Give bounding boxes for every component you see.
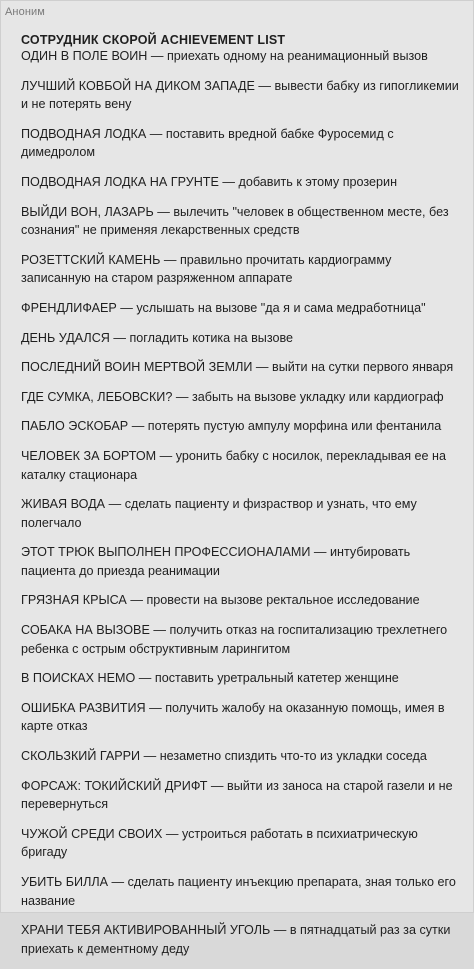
achievement-item: РОЗЕТТСКИЙ КАМЕНЬ — правильно прочитать кардиограмму записанную на старом разряженном аппарате xyxy=(21,252,392,286)
post-author: Аноним xyxy=(5,6,45,18)
achievement-item: ВЫЙДИ ВОН, ЛАЗАРЬ — вылечить "человек в общественном месте, без сознания" не применяя лекарственных средств xyxy=(21,204,449,238)
achievement-description: поставить уретральный катетер женщине xyxy=(154,671,399,686)
achievement-name: ФОРСАЖ: ТОКИЙСКИЙ ДРИФТ xyxy=(21,778,208,793)
achievement-name: СОБАКА НА ВЫЗОВЕ xyxy=(21,623,150,638)
achievement-name: ГДЕ СУМКА, ЛЕБОВСКИ? xyxy=(21,389,173,404)
achievement-description: получить жалобу на оказанную помощь, имея в карте отказ xyxy=(21,700,445,734)
achievement-description: провести на вызове ректальное исследование xyxy=(146,593,420,608)
achievement-description: приехать одному на реанимационный вызов xyxy=(166,49,428,63)
achievement-description: потерять пустую ампулу морфина или фентанила xyxy=(147,419,442,434)
achievement-description: поставить вредной бабке Фуросемид с димедролом xyxy=(21,126,394,160)
achievement-item: ПОДВОДНАЯ ЛОДКА НА ГРУНТЕ — добавить к этому прозерин xyxy=(21,174,398,189)
achievement-list xyxy=(21,47,461,958)
achievement-name: СКОЛЬЗКИЙ ГАРРИ xyxy=(21,749,141,764)
achievement-item: ПОСЛЕДНИЙ ВОИН МЕРТВОЙ ЗЕМЛИ — выйти на сутки первого января xyxy=(21,360,454,375)
achievement-item: УБИТЬ БИЛЛА — сделать пациенту инъекцию препарата, зная только его название xyxy=(21,875,456,908)
achievement-item: ЧУЖОЙ СРЕДИ СВОИХ — устроиться работать в психиатрическую бригаду xyxy=(21,826,418,860)
achievement-name: ОШИБКА РАЗВИТИЯ xyxy=(21,700,146,715)
achievement-name: ЧУЖОЙ СРЕДИ СВОИХ xyxy=(21,826,163,841)
achievement-item: ЖИВАЯ ВОДА — сделать пациенту и физраствор и узнать, что ему полегчало xyxy=(21,497,417,530)
achievement-description: уронить бабку с носилок, перекладывая ее на каталку стационара xyxy=(21,448,446,482)
achievement-description: устроиться работать в психиатрическую бригаду xyxy=(21,826,418,860)
achievement-item: ПОДВОДНАЯ ЛОДКА — поставить вредной бабке Фуросемид с димедролом xyxy=(21,126,394,160)
achievement-item: ХРАНИ ТЕБЯ АКТИВИРОВАННЫЙ УГОЛЬ — в пятнадцатый раз за сутки приехать к дементному деду xyxy=(21,923,451,956)
achievement-name: РОЗЕТТСКИЙ КАМЕНЬ xyxy=(21,252,161,267)
achievement-item: СОБАКА НА ВЫЗОВЕ — получить отказ на госпитализацию трехлетнего ребенка с острым обструктивным ларингитом xyxy=(21,623,448,656)
achievement-name: В ПОИСКАХ НЕМО xyxy=(21,671,136,686)
achievement-name: ДЕНЬ УДАЛСЯ xyxy=(21,330,110,345)
achievement-item: ДЕНЬ УДАЛСЯ — погладить котика на вызове xyxy=(21,330,294,345)
achievement-name: ВЫЙДИ ВОН, ЛАЗАРЬ xyxy=(21,204,154,219)
achievement-name: ПОСЛЕДНИЙ ВОИН МЕРТВОЙ ЗЕМЛИ xyxy=(21,360,253,375)
achievement-item: ПАБЛО ЭСКОБАР — потерять пустую ампулу морфина или фентанила xyxy=(21,419,442,434)
achievement-description: добавить к этому прозерин xyxy=(238,174,398,189)
achievement-description: выйти на сутки первого января xyxy=(272,360,454,375)
achievement-description: сделать пациенту и физраствор и узнать, что ему полегчало xyxy=(21,497,417,530)
achievement-item: В ПОИСКАХ НЕМО — поставить уретральный катетер женщине xyxy=(21,671,399,686)
achievement-name: ФРЕНДЛИФАЕР xyxy=(21,300,117,315)
achievement-item: ФРЕНДЛИФАЕР — услышать на вызове "да я и сама медработница" xyxy=(21,300,426,315)
achievement-name: ЭТОТ ТРЮК ВЫПОЛНЕН ПРОФЕССИОНАЛАМИ xyxy=(21,545,311,560)
achievement-name: УБИТЬ БИЛЛА xyxy=(21,875,109,889)
achievement-item: ЭТОТ ТРЮК ВЫПОЛНЕН ПРОФЕССИОНАЛАМИ — интубировать пациента до приезда реанимации xyxy=(21,545,411,578)
achievement-name: ПОДВОДНАЯ ЛОДКА НА ГРУНТЕ xyxy=(21,174,219,189)
post-title: СОТРУДНИК СКОРОЙ ACHIEVEMENT LIST xyxy=(21,33,286,47)
achievement-description: в пятнадцатый раз за сутки приехать к дементному деду xyxy=(21,923,451,956)
achievement-item: ЧЕЛОВЕК ЗА БОРТОМ — уронить бабку с носилок, перекладывая ее на каталку стационара xyxy=(21,448,446,482)
achievement-item: ФОРСАЖ: ТОКИЙСКИЙ ДРИФТ — выйти из заноса на старой газели и не перевернуться xyxy=(21,778,453,812)
achievement-name: ОДИН В ПОЛЕ ВОИН xyxy=(21,49,148,63)
achievement-item: ГРЯЗНАЯ КРЫСА — провести на вызове ректальное исследование xyxy=(21,593,420,608)
achievement-item: ОДИН В ПОЛЕ ВОИН — приехать одному на реанимационный вызов xyxy=(21,49,428,63)
achievement-description: забыть на вызове укладку или кардиограф xyxy=(191,389,444,404)
achievement-item: СКОЛЬЗКИЙ ГАРРИ — незаметно спиздить что-то из укладки соседа xyxy=(21,749,427,764)
achievement-item: ЛУЧШИЙ КОВБОЙ НА ДИКОМ ЗАПАДЕ — вывести бабку из гипогликемии и не потерять вену xyxy=(21,78,459,112)
achievement-item: ОШИБКА РАЗВИТИЯ — получить жалобу на оказанную помощь, имея в карте отказ xyxy=(21,700,445,734)
achievement-name: ГРЯЗНАЯ КРЫСА xyxy=(21,593,127,608)
achievement-description: выйти из заноса на старой газели и не перевернуться xyxy=(21,778,453,812)
achievement-description: правильно прочитать кардиограмму записанную на старом разряженном аппарате xyxy=(21,252,392,286)
achievement-description: интубировать пациента до приезда реанимации xyxy=(21,545,411,578)
achievement-name: ЖИВАЯ ВОДА xyxy=(21,497,106,512)
achievement-description: получить отказ на госпитализацию трехлетнего ребенка с острым обструктивным ларингитом xyxy=(21,623,448,656)
achievement-item: ГДЕ СУМКА, ЛЕБОВСКИ? — забыть на вызове укладку или кардиограф xyxy=(21,389,444,404)
achievement-name: ХРАНИ ТЕБЯ АКТИВИРОВАННЫЙ УГОЛЬ xyxy=(21,923,271,938)
achievement-name: ПОДВОДНАЯ ЛОДКА xyxy=(21,126,147,141)
achievement-name: ЛУЧШИЙ КОВБОЙ НА ДИКОМ ЗАПАДЕ xyxy=(21,78,255,93)
achievement-description: вывести бабку из гипогликемии и не потерять вену xyxy=(21,78,459,112)
post-content xyxy=(21,33,461,969)
achievement-description: незаметно спиздить что-то из укладки соседа xyxy=(159,749,427,764)
achievement-name: ЧЕЛОВЕК ЗА БОРТОМ xyxy=(21,448,157,463)
achievement-name: ПАБЛО ЭСКОБАР xyxy=(21,419,129,434)
achievement-description: вылечить "человек в общественном месте, без сознания" не применяя лекарственных средств xyxy=(21,204,449,238)
achievement-description: погладить котика на вызове xyxy=(129,330,294,345)
achievement-description: услышать на вызове "да я и сама медработница" xyxy=(136,300,426,315)
achievement-description: сделать пациенту инъекцию препарата, зная только его название xyxy=(21,875,456,908)
